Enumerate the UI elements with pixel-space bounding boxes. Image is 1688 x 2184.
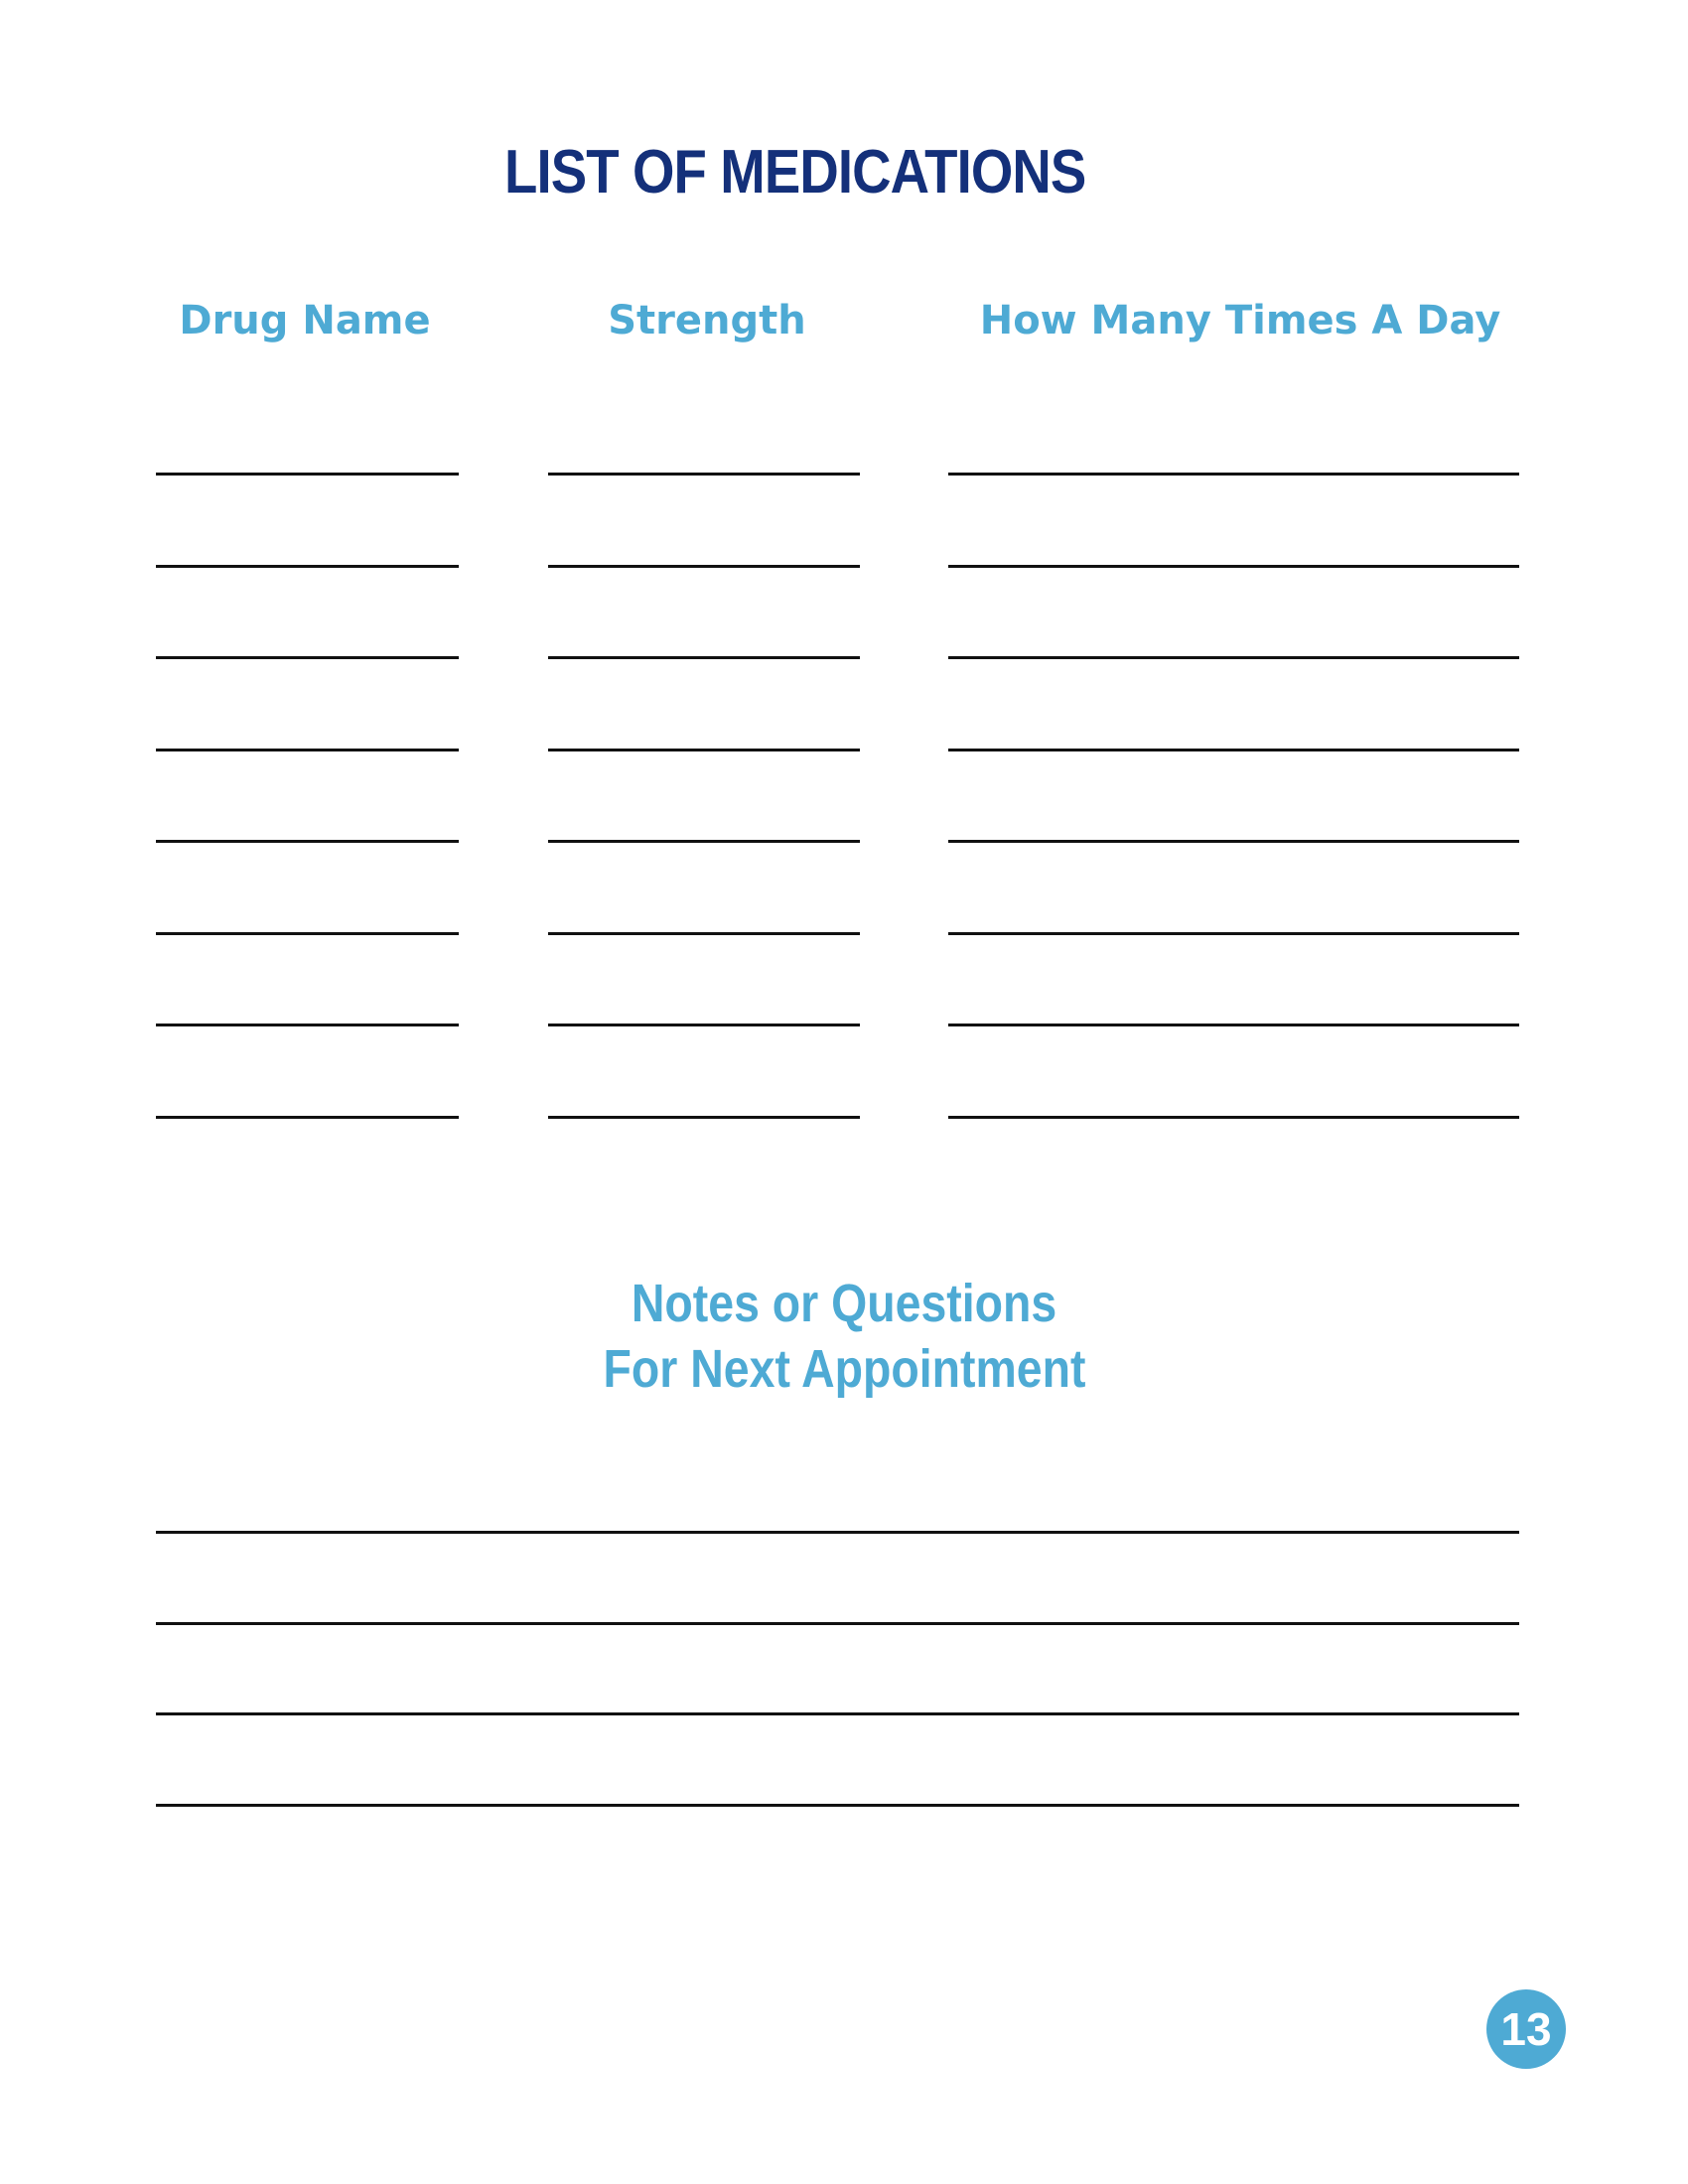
blank-line-drug-name[interactable]: [156, 656, 459, 659]
blank-line-strength[interactable]: [548, 473, 860, 476]
notes-blank-line[interactable]: [156, 1531, 1519, 1534]
notes-blank-line[interactable]: [156, 1712, 1519, 1715]
blank-line-times-a-day[interactable]: [948, 1116, 1519, 1119]
notes-heading: [0, 1271, 1688, 1402]
blank-line-times-a-day[interactable]: [948, 565, 1519, 568]
blank-line-strength[interactable]: [548, 840, 860, 843]
blank-line-strength[interactable]: [548, 565, 860, 568]
blank-line-strength[interactable]: [548, 749, 860, 751]
blank-line-times-a-day[interactable]: [948, 932, 1519, 935]
notes-blank-line[interactable]: [156, 1622, 1519, 1625]
notes-blank-line[interactable]: [156, 1804, 1519, 1807]
blank-line-times-a-day[interactable]: [948, 656, 1519, 659]
column-header-drug-name: Drug Name: [179, 298, 431, 343]
blank-line-strength[interactable]: [548, 1116, 860, 1119]
blank-line-drug-name[interactable]: [156, 840, 459, 843]
blank-line-drug-name[interactable]: [156, 565, 459, 568]
notes-heading-line1: Notes or Questions: [631, 1274, 1057, 1333]
blank-line-times-a-day[interactable]: [948, 473, 1519, 476]
blank-line-times-a-day[interactable]: [948, 1024, 1519, 1026]
notes-heading-line2: For Next Appointment: [603, 1339, 1085, 1399]
blank-line-drug-name[interactable]: [156, 473, 459, 476]
blank-line-times-a-day[interactable]: [948, 749, 1519, 751]
blank-line-strength[interactable]: [548, 932, 860, 935]
blank-line-drug-name[interactable]: [156, 932, 459, 935]
blank-line-drug-name[interactable]: [156, 749, 459, 751]
page-title: LIST OF MEDICATIONS: [504, 138, 1086, 206]
column-header-strength: Strength: [608, 298, 806, 343]
blank-line-drug-name[interactable]: [156, 1116, 459, 1119]
page-number-badge: 13: [1486, 1989, 1566, 2069]
blank-line-times-a-day[interactable]: [948, 840, 1519, 843]
column-header-times-a-day: How Many Times A Day: [979, 298, 1501, 343]
blank-line-strength[interactable]: [548, 656, 860, 659]
blank-line-drug-name[interactable]: [156, 1024, 459, 1026]
blank-line-strength[interactable]: [548, 1024, 860, 1026]
